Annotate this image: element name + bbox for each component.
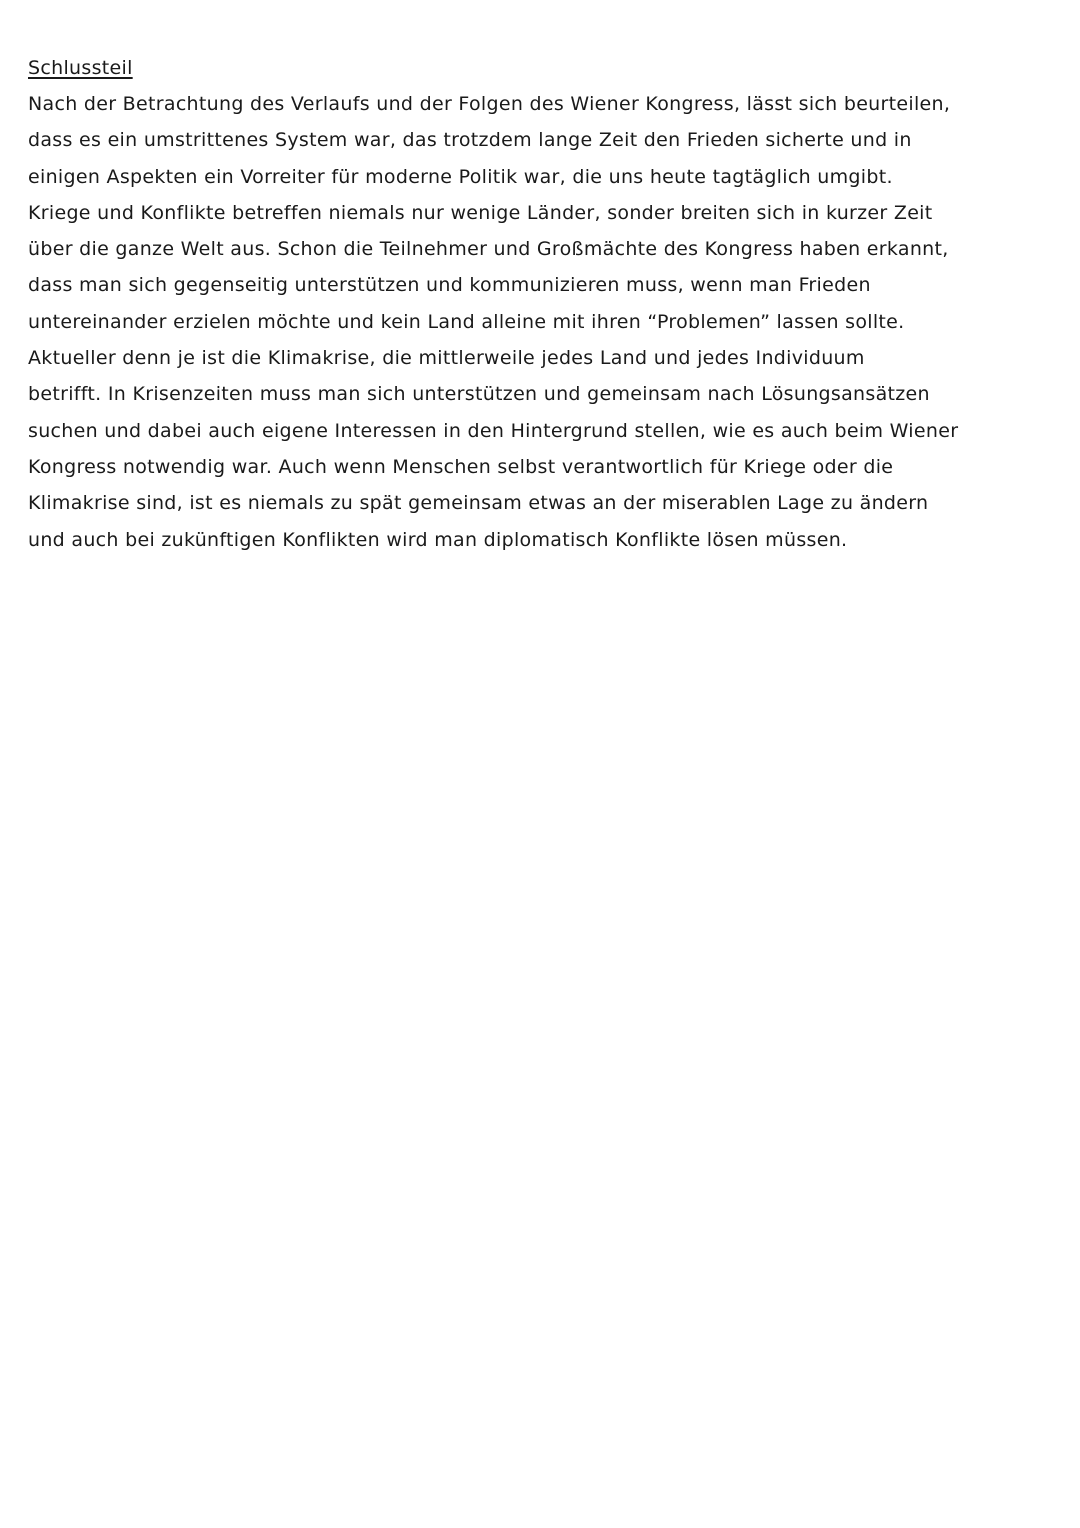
text-line: Klimakrise sind, ist es niemals zu spät gemeinsam etwas an der miserablen Lage zu ändern bbox=[28, 492, 929, 515]
text-line: einigen Aspekten ein Vorreiter für moderne Politik war, die uns heute tagtäglich umgibt. bbox=[28, 165, 893, 188]
text-line: Kongress notwendig war. Auch wenn Menschen selbst verantwortlich für Kriege oder die bbox=[28, 455, 894, 478]
text-line: betrifft. In Krisenzeiten muss man sich unterstützen und gemeinsam nach Lösungsansätzen bbox=[28, 383, 930, 406]
text-line: dass es ein umstrittenes System war, das trotzdem lange Zeit den Frieden sicherte und in bbox=[28, 129, 912, 152]
text-line: über die ganze Welt aus. Schon die Teilnehmer und Großmächte des Kongress haben erkannt, bbox=[28, 238, 949, 261]
section-heading: Schlussteil bbox=[28, 57, 133, 79]
paragraph bbox=[28, 86, 1058, 558]
text-line: untereinander erzielen möchte und kein Land alleine mit ihren “Problemen” lassen sollte. bbox=[28, 310, 905, 333]
document-body bbox=[28, 50, 1058, 558]
text-line: und auch bei zukünftigen Konflikten wird man diplomatisch Konflikte lösen müssen. bbox=[28, 528, 848, 551]
text-line: Aktueller denn je ist die Klimakrise, die mittlerweile jedes Land und jedes Individuum bbox=[28, 347, 865, 370]
text-line: Nach der Betrachtung des Verlaufs und der Folgen des Wiener Kongress, lässt sich beurteilen, bbox=[28, 93, 951, 115]
text-line: dass man sich gegenseitig unterstützen und kommunizieren muss, wenn man Frieden bbox=[28, 274, 871, 297]
text-line: Kriege und Konflikte betreffen niemals nur wenige Länder, sonder breiten sich in kurzer Zeit bbox=[28, 201, 933, 224]
text-line: suchen und dabei auch eigene Interessen in den Hintergrund stellen, wie es auch beim Wiener bbox=[28, 419, 959, 442]
